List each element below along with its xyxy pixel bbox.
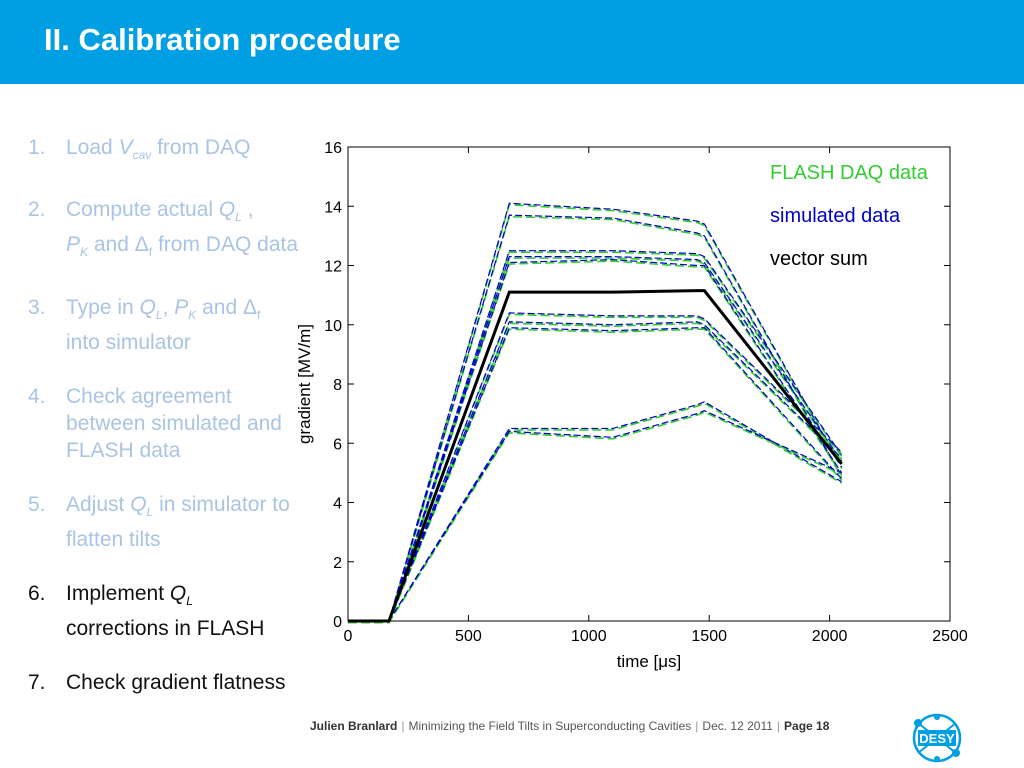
y-tick-label: 0 <box>333 614 342 631</box>
simulated-line-0 <box>348 203 842 621</box>
step-7: 7. Check gradient flatness <box>28 671 286 695</box>
footer: Julien Branlard | Minimizing the Field Tilts in Superconducting Cavities | Dec. 12 2011 | Page 18 <box>310 719 830 733</box>
y-tick-label: 6 <box>333 436 342 454</box>
page-title: II. Calibration procedure <box>44 22 401 57</box>
vector-sum-line <box>348 291 842 621</box>
x-tick-label: 500 <box>455 628 482 645</box>
y-tick-label: 16 <box>324 140 342 157</box>
legend-daq: FLASH DAQ data <box>770 162 928 184</box>
y-axis-label: gradient [MV/m] <box>295 324 314 444</box>
simulated-line-5 <box>348 313 842 621</box>
footer-page: Page 18 <box>784 719 830 733</box>
step-5: 5. Adjust $Q_L$ in simulator to flatten tilts <box>28 492 290 551</box>
step-4: 4. Check agreement between simulated and FLASH data <box>28 384 282 462</box>
x-tick-label: 1500 <box>691 628 727 645</box>
step-3: 3. Type in $Q_L$, $P_K$ and $\Delta_f$ into simulator <box>28 295 261 354</box>
y-tick-label: 2 <box>333 554 342 572</box>
simulated-line-6 <box>348 322 842 621</box>
x-tick-label: 2000 <box>811 628 848 645</box>
y-tick-label: 4 <box>333 495 342 513</box>
footer-author: Julien Branlard <box>310 719 398 733</box>
y-tick-label: 12 <box>324 258 342 276</box>
daq-line-5 <box>348 314 842 622</box>
y-tick-label: 8 <box>333 377 342 394</box>
x-tick-label: 2500 <box>932 628 968 645</box>
y-tick-label: 10 <box>324 317 342 335</box>
daq-line-7 <box>348 329 842 622</box>
footer-date: Dec. 12 2011 <box>702 719 773 733</box>
x-tick-label: 0 <box>343 628 353 645</box>
header-bar <box>0 0 1024 84</box>
step-6: 6. Implement $Q_L$ corrections in FLASH <box>28 581 265 641</box>
daq-line-1 <box>348 217 842 623</box>
simulated-line-9 <box>348 411 842 621</box>
y-tick-label: 14 <box>324 199 342 217</box>
x-tick-label: 1000 <box>571 628 607 645</box>
step-2: 2. Compute actual $Q_L$ , $P_K$ and $\Delta_f$ from DAQ data <box>28 198 299 260</box>
daq-line-9 <box>348 412 842 622</box>
x-axis-label: time [μs] <box>616 652 682 671</box>
footer-talk: Minimizing the Field Tilts in Superconducting Cavities <box>408 719 692 733</box>
logo-text: DESY <box>919 731 955 746</box>
daq-line-0 <box>348 205 842 623</box>
simulated-line-1 <box>348 215 842 621</box>
desy-logo <box>904 713 970 763</box>
legend-vector-sum: vector sum <box>770 248 868 270</box>
legend-simulated: simulated data <box>770 205 901 227</box>
procedure-list <box>28 134 298 723</box>
step-1: 1. Load $V_{cav}$ from DAQ <box>28 136 251 163</box>
